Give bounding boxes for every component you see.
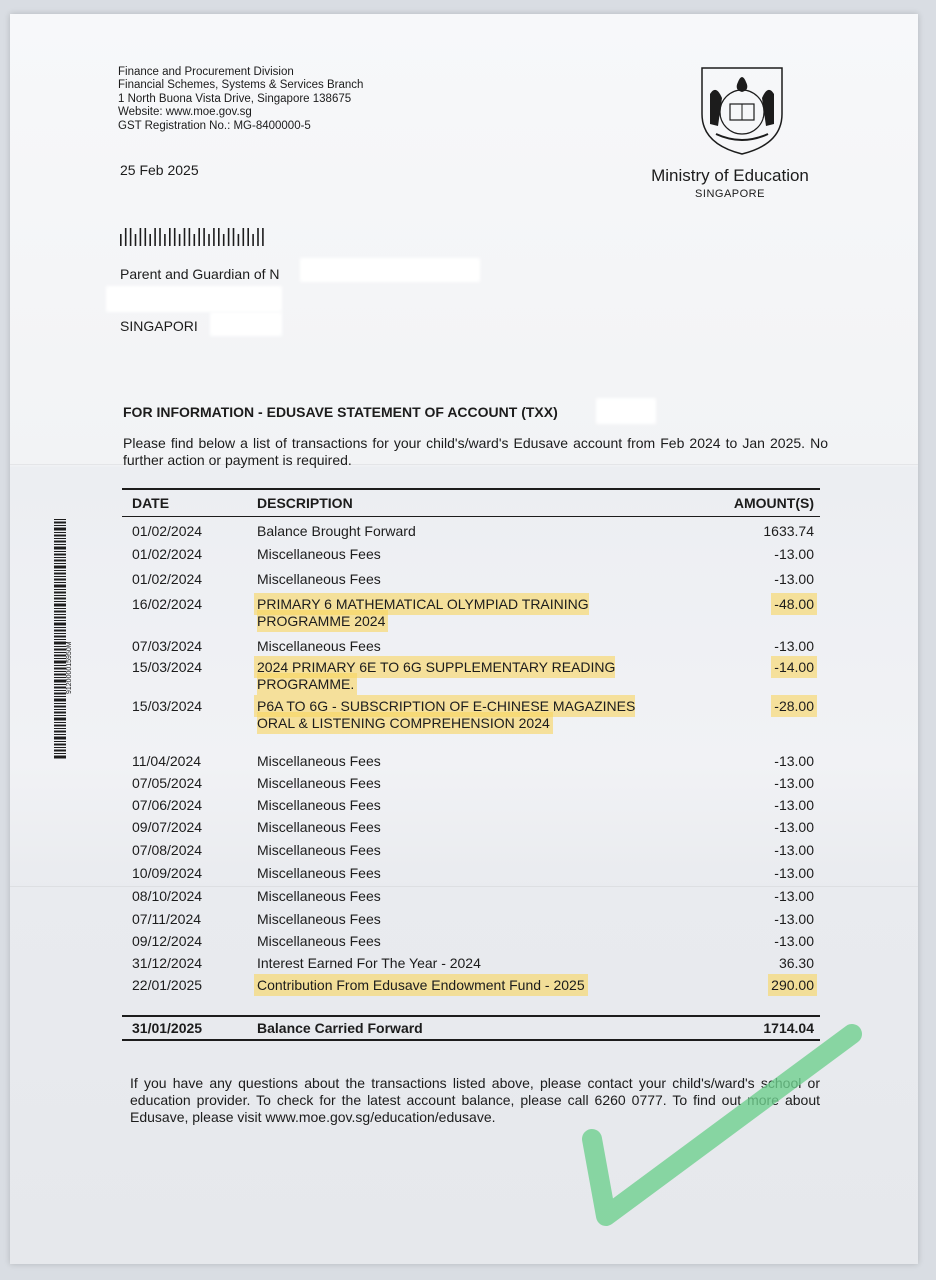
row-amount bbox=[771, 977, 814, 994]
barcode-bar bbox=[54, 547, 66, 550]
barcode-bar bbox=[54, 620, 66, 621]
postal-barcode bbox=[118, 226, 268, 248]
row-amount: -13.00 bbox=[774, 819, 814, 835]
barcode-bar bbox=[54, 582, 66, 583]
table-row bbox=[122, 865, 820, 888]
row-amount: -13.00 bbox=[774, 911, 814, 927]
highlight-mark: -48.00 bbox=[774, 596, 814, 612]
highlight-mark: -14.00 bbox=[774, 659, 814, 675]
table-row bbox=[122, 819, 820, 842]
row-description: Balance Brought Forward bbox=[257, 523, 416, 539]
row-date: 07/03/2024 bbox=[132, 638, 203, 654]
barcode-bar bbox=[135, 234, 137, 246]
row-date: 01/02/2024 bbox=[132, 523, 203, 539]
barcode-bar bbox=[54, 722, 66, 723]
table-body bbox=[122, 523, 820, 1015]
barcode-bar bbox=[54, 665, 66, 666]
row-description bbox=[257, 596, 667, 630]
barcode-bar bbox=[54, 693, 66, 695]
row-date: 15/03/2024 bbox=[132, 659, 203, 675]
barcode-bar bbox=[54, 658, 66, 659]
redaction bbox=[596, 398, 656, 424]
sender-line: 1 North Buona Vista Drive, Singapore 138675 bbox=[118, 92, 352, 105]
barcode-bar bbox=[125, 228, 127, 246]
redaction bbox=[210, 312, 282, 336]
row-description: Miscellaneous Fees bbox=[257, 819, 381, 835]
row-description: Miscellaneous Fees bbox=[257, 797, 381, 813]
table-row bbox=[122, 775, 820, 797]
row-date: 10/09/2024 bbox=[132, 865, 203, 881]
row-amount: -13.00 bbox=[774, 753, 814, 769]
table-row bbox=[122, 911, 820, 933]
barcode-bar bbox=[54, 528, 66, 531]
barcode-bar bbox=[54, 652, 66, 653]
barcode-bar bbox=[247, 228, 249, 246]
barcode-bar bbox=[54, 589, 66, 590]
row-description: Miscellaneous Fees bbox=[257, 775, 381, 791]
row-amount bbox=[774, 659, 814, 676]
row-description: Interest Earned For The Year - 2024 bbox=[257, 955, 481, 971]
barcode-bar bbox=[54, 671, 66, 672]
barcode-bar bbox=[54, 639, 66, 640]
barcode-bar bbox=[54, 585, 66, 588]
row-amount: -13.00 bbox=[774, 775, 814, 791]
barcode-bar bbox=[54, 649, 66, 651]
letter-date: 25 Feb 2025 bbox=[120, 162, 199, 178]
table-row bbox=[122, 888, 820, 911]
redaction bbox=[106, 286, 282, 312]
barcode-bar bbox=[257, 228, 259, 246]
barcode-bar bbox=[54, 538, 66, 539]
header-amount: AMOUNT(S) bbox=[733, 495, 814, 511]
barcode-bar bbox=[54, 617, 66, 619]
total-amount: 1714.04 bbox=[763, 1020, 814, 1036]
barcode-bar bbox=[223, 234, 225, 246]
table-row bbox=[122, 571, 820, 596]
barcode-bar bbox=[54, 595, 66, 596]
barcode-bar bbox=[54, 633, 66, 634]
recipient-city: SINGAPORI bbox=[120, 318, 198, 334]
barcode-bar bbox=[159, 228, 161, 246]
row-description: Miscellaneous Fees bbox=[257, 638, 381, 654]
barcode-bar bbox=[154, 228, 156, 246]
sender-address bbox=[118, 66, 363, 133]
row-description: Miscellaneous Fees bbox=[257, 842, 381, 858]
barcode-bar bbox=[130, 228, 132, 246]
row-amount: -13.00 bbox=[774, 865, 814, 881]
table-row bbox=[122, 753, 820, 775]
barcode-bar bbox=[54, 541, 66, 543]
barcode-bar bbox=[228, 228, 230, 246]
row-date: 01/02/2024 bbox=[132, 546, 203, 562]
barcode-bar bbox=[54, 709, 66, 710]
barcode-bar bbox=[54, 623, 66, 626]
row-amount: 36.30 bbox=[778, 955, 814, 971]
barcode-bar bbox=[252, 234, 254, 246]
barcode-bar bbox=[213, 228, 215, 246]
highlight-mark: P6A TO 6G - SUBSCRIPTION OF E-CHINESE MAGAZINES ORAL & LISTENING COMPREHENSION 2024 bbox=[257, 698, 636, 731]
barcode-bar bbox=[54, 668, 66, 670]
barcode-bar bbox=[54, 563, 66, 564]
barcode-bar bbox=[169, 228, 171, 246]
row-amount: -13.00 bbox=[774, 546, 814, 562]
table-row bbox=[122, 977, 820, 1015]
barcode-bar bbox=[54, 544, 66, 545]
barcode-bar bbox=[54, 744, 66, 746]
row-date: 07/06/2024 bbox=[132, 797, 203, 813]
sender-line: Financial Schemes, Systems & Services Branch bbox=[118, 79, 364, 92]
row-description: Miscellaneous Fees bbox=[257, 911, 381, 927]
barcode-bar bbox=[238, 234, 240, 246]
barcode-bar bbox=[218, 228, 220, 246]
barcode-bar bbox=[54, 699, 66, 702]
barcode-bar bbox=[54, 535, 66, 537]
footer-paragraph: If you have any questions about the transactions listed above, please contact your child's/ward's school or education provider. To check for the latest account balance, please call 6260 0777. To find out more about Edusave, please visit www.moe.gov.sg/education/edusave. bbox=[130, 1075, 820, 1125]
sender-line: Finance and Procurement Division bbox=[118, 66, 294, 78]
barcode-bar bbox=[54, 566, 66, 569]
barcode-bar bbox=[54, 737, 66, 740]
barcode-bar bbox=[54, 696, 66, 697]
ministry-name bbox=[630, 166, 830, 200]
barcode-bar bbox=[203, 228, 205, 246]
barcode-bar bbox=[54, 750, 66, 752]
header-date: DATE bbox=[132, 495, 170, 511]
barcode-bar bbox=[54, 522, 66, 524]
barcode-bar bbox=[54, 519, 66, 520]
barcode-bar bbox=[54, 747, 66, 748]
statement-letter bbox=[10, 14, 918, 1264]
row-date: 07/08/2024 bbox=[132, 842, 203, 858]
barcode-bar bbox=[54, 551, 66, 552]
barcode-bar bbox=[54, 611, 66, 613]
sender-line: Website: www.moe.gov.sg bbox=[118, 106, 252, 119]
row-description: Miscellaneous Fees bbox=[257, 753, 381, 769]
barcode-bar bbox=[54, 579, 66, 581]
barcode-bar bbox=[54, 592, 66, 594]
barcode-bar bbox=[208, 234, 210, 246]
barcode-bar bbox=[54, 554, 66, 556]
barcode-bar bbox=[262, 228, 264, 246]
row-date: 31/12/2024 bbox=[132, 955, 203, 971]
row-date: 09/12/2024 bbox=[132, 933, 203, 949]
barcode-bar bbox=[54, 627, 66, 628]
barcode-bar bbox=[179, 234, 181, 246]
highlight-mark: 2024 PRIMARY 6E TO 6G SUPPLEMENTARY READING PROGRAMME. bbox=[257, 659, 616, 692]
intro-paragraph: Please find below a list of transactions for your child's/ward's Edusave account from Feb 2024 to Jan 2025. No further action or payment is required. bbox=[123, 435, 828, 468]
side-barcode-digits: 912000015950M bbox=[66, 641, 73, 694]
redaction bbox=[300, 258, 480, 282]
row-amount bbox=[774, 698, 814, 715]
barcode-bar bbox=[54, 601, 66, 602]
row-date: 22/01/2025 bbox=[132, 977, 203, 993]
row-amount: -13.00 bbox=[774, 842, 814, 858]
barcode-bar bbox=[145, 228, 147, 246]
row-date: 01/02/2024 bbox=[132, 571, 203, 587]
table-row bbox=[122, 955, 820, 977]
row-description: Miscellaneous Fees bbox=[257, 888, 381, 904]
barcode-bar bbox=[54, 573, 66, 575]
barcode-bar bbox=[54, 557, 66, 558]
barcode-bar bbox=[54, 756, 66, 759]
barcode-bar bbox=[198, 228, 200, 246]
barcode-bar bbox=[54, 741, 66, 742]
barcode-bar bbox=[54, 642, 66, 645]
row-description bbox=[257, 659, 667, 693]
barcode-bar bbox=[54, 734, 66, 735]
row-amount: -13.00 bbox=[774, 933, 814, 949]
barcode-bar bbox=[233, 228, 235, 246]
barcode-bar bbox=[54, 560, 66, 562]
highlight-mark: 290.00 bbox=[771, 977, 814, 993]
barcode-bar bbox=[54, 608, 66, 609]
barcode-bar bbox=[54, 718, 66, 721]
barcode-bar bbox=[149, 234, 151, 246]
barcode-bar bbox=[54, 677, 66, 678]
barcode-bar bbox=[54, 728, 66, 729]
barcode-bar bbox=[54, 712, 66, 714]
barcode-bar bbox=[54, 525, 66, 526]
sender-line: GST Registration No.: MG-8400000-5 bbox=[118, 119, 311, 132]
table-row bbox=[122, 546, 820, 571]
barcode-bar bbox=[140, 228, 142, 246]
table-row bbox=[122, 933, 820, 955]
barcode-bar bbox=[54, 674, 66, 676]
barcode-bar bbox=[54, 715, 66, 716]
barcode-bar bbox=[54, 706, 66, 708]
row-description: Miscellaneous Fees bbox=[257, 865, 381, 881]
table-row bbox=[122, 638, 820, 659]
barcode-bar bbox=[164, 234, 166, 246]
barcode-bar bbox=[54, 684, 66, 685]
barcode-bar bbox=[54, 687, 66, 689]
side-barcode bbox=[54, 519, 74, 759]
barcode-bar bbox=[54, 690, 66, 691]
barcode-bar bbox=[189, 228, 191, 246]
table-row bbox=[122, 698, 820, 753]
row-date: 07/11/2024 bbox=[132, 911, 202, 927]
table-row bbox=[122, 659, 820, 698]
barcode-bar bbox=[54, 630, 66, 632]
row-description bbox=[257, 977, 667, 994]
ministry-title: Ministry of Education bbox=[651, 166, 809, 185]
barcode-bar bbox=[184, 228, 186, 246]
row-amount: -13.00 bbox=[774, 571, 814, 587]
barcode-bar bbox=[54, 570, 66, 571]
barcode-bar bbox=[194, 234, 196, 246]
row-amount bbox=[774, 596, 814, 613]
barcode-bar bbox=[54, 614, 66, 615]
row-date: 11/04/2024 bbox=[132, 753, 202, 769]
recipient-line: Parent and Guardian of N bbox=[120, 266, 280, 282]
row-date: 16/02/2024 bbox=[132, 596, 203, 612]
row-description bbox=[257, 698, 667, 732]
ministry-country: SINGAPORE bbox=[695, 188, 765, 200]
row-amount: -13.00 bbox=[774, 797, 814, 813]
total-description: Balance Carried Forward bbox=[257, 1020, 423, 1036]
barcode-bar bbox=[54, 753, 66, 754]
moe-crest-icon bbox=[698, 64, 786, 156]
table-row bbox=[122, 523, 820, 546]
row-date: 09/07/2024 bbox=[132, 819, 203, 835]
barcode-bar bbox=[54, 598, 66, 600]
barcode-bar bbox=[54, 680, 66, 683]
total-date: 31/01/2025 bbox=[132, 1020, 203, 1036]
barcode-bar bbox=[54, 532, 66, 533]
barcode-bar bbox=[120, 234, 122, 246]
row-description: Miscellaneous Fees bbox=[257, 546, 381, 562]
barcode-bar bbox=[54, 731, 66, 733]
row-date: 08/10/2024 bbox=[132, 888, 203, 904]
barcode-bar bbox=[243, 228, 245, 246]
table-row bbox=[122, 596, 820, 638]
row-description: Miscellaneous Fees bbox=[257, 933, 381, 949]
letter-subject: FOR INFORMATION - EDUSAVE STATEMENT OF ACCOUNT (TXX) bbox=[123, 404, 558, 420]
barcode-bar bbox=[54, 576, 66, 577]
table-row bbox=[122, 842, 820, 865]
highlight-mark: -28.00 bbox=[774, 698, 814, 714]
row-description: Miscellaneous Fees bbox=[257, 571, 381, 587]
highlight-mark: Contribution From Edusave Endowment Fund - 2025 bbox=[257, 977, 585, 993]
highlight-mark: PRIMARY 6 MATHEMATICAL OLYMPIAD TRAINING PROGRAMME 2024 bbox=[257, 596, 589, 629]
barcode-bar bbox=[174, 228, 176, 246]
row-date: 07/05/2024 bbox=[132, 775, 203, 791]
barcode-bar bbox=[54, 636, 66, 638]
row-amount: -13.00 bbox=[774, 888, 814, 904]
barcode-bar bbox=[54, 703, 66, 704]
barcode-bar bbox=[54, 646, 66, 647]
transactions-table bbox=[122, 488, 820, 1041]
row-date: 15/03/2024 bbox=[132, 698, 203, 714]
row-amount: -13.00 bbox=[774, 638, 814, 654]
barcode-bar bbox=[54, 725, 66, 727]
check-mark-icon bbox=[570, 1024, 870, 1234]
table-row bbox=[122, 797, 820, 819]
table-header bbox=[122, 490, 820, 517]
barcode-bar bbox=[54, 655, 66, 657]
barcode-bar bbox=[54, 661, 66, 664]
row-amount: 1633.74 bbox=[763, 523, 814, 539]
header-description: DESCRIPTION bbox=[257, 495, 353, 511]
barcode-bar bbox=[54, 604, 66, 607]
